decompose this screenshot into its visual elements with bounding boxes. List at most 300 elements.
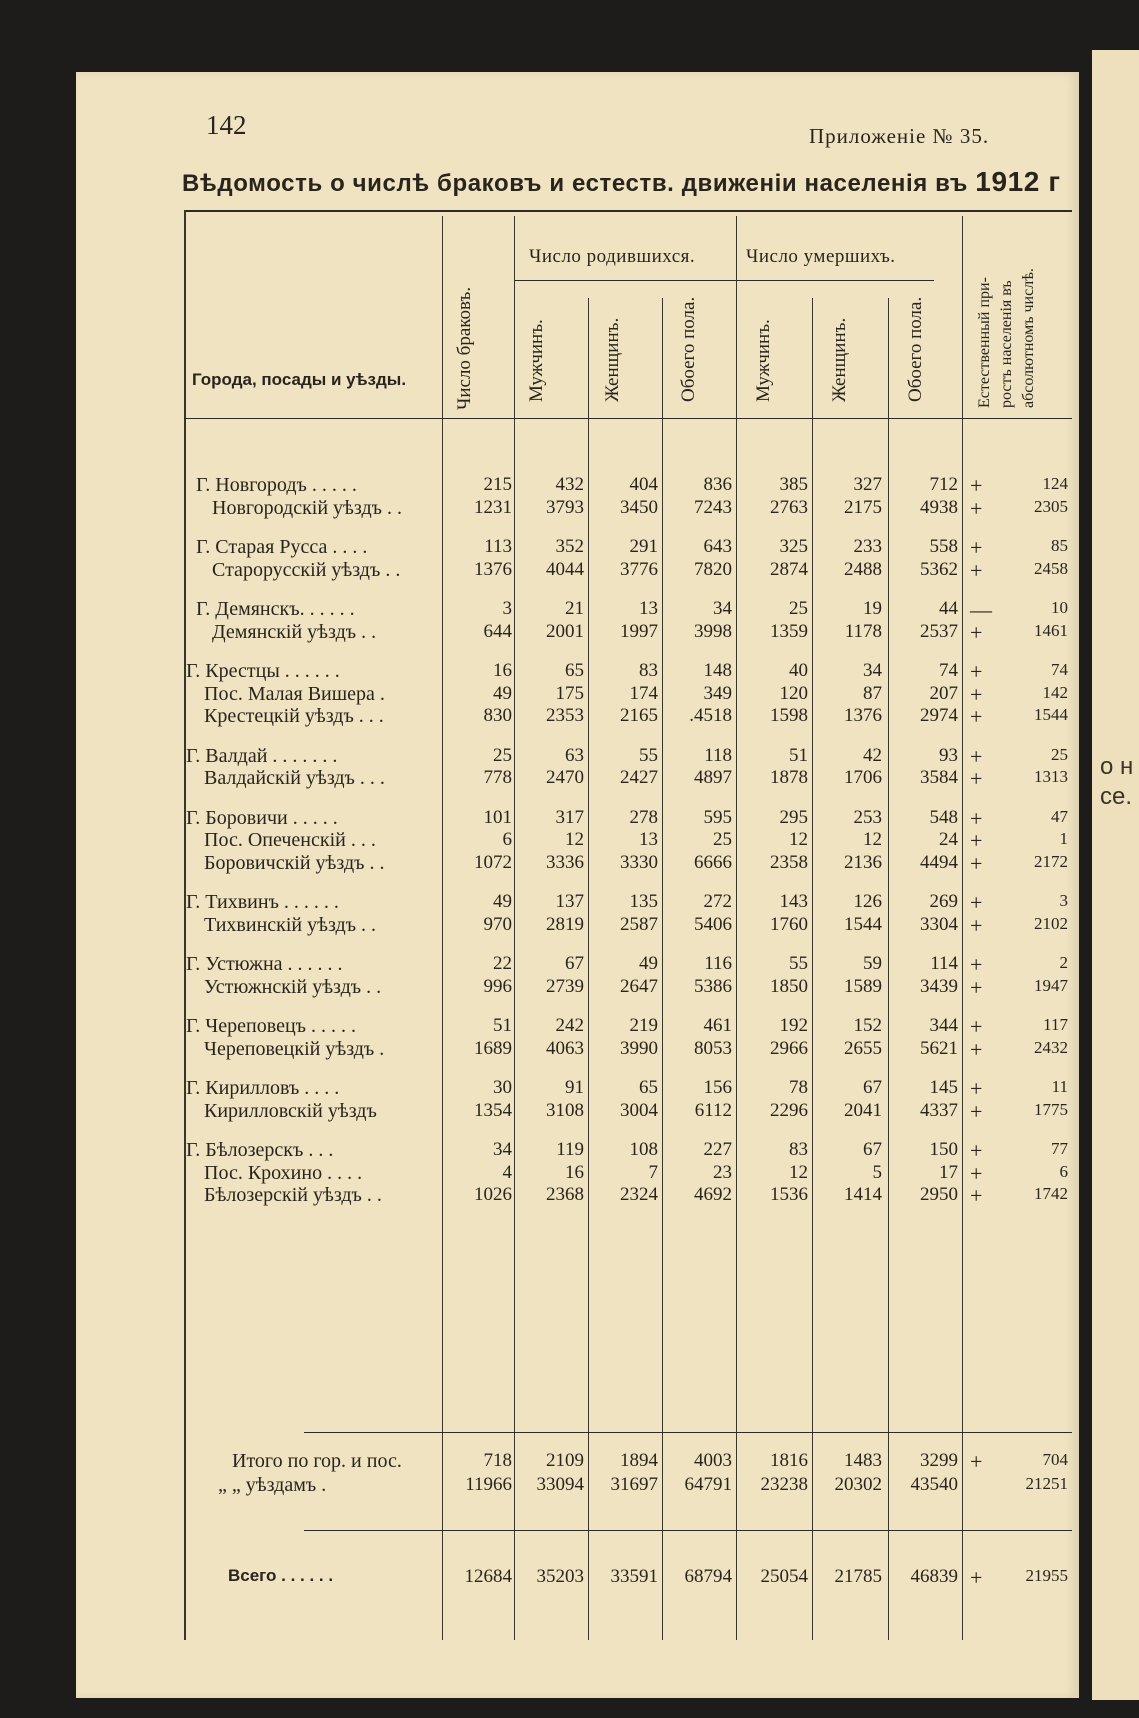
- table-cell: 118: [704, 744, 732, 766]
- page-number: 142: [206, 110, 247, 140]
- table-cell: 5386: [694, 975, 732, 997]
- table-cell: 278: [629, 806, 658, 828]
- header-born-both: Обоего пола.: [678, 296, 699, 402]
- table-cell: 21785: [834, 1566, 882, 1587]
- table-cell: 3439: [920, 975, 958, 997]
- table-cell: 1775: [1034, 1099, 1068, 1119]
- table-cell: 836: [703, 474, 732, 495]
- table-cell: 25: [789, 598, 808, 619]
- row-label: Старорусскій уѣздъ . .: [212, 558, 401, 581]
- table-cell: 55: [639, 744, 658, 766]
- statistics-table: [184, 210, 1072, 1640]
- table-cell: 150: [929, 1139, 958, 1160]
- growth-sign: +: [970, 704, 983, 729]
- table-cell: 7820: [694, 558, 732, 580]
- table-cell: 1414: [844, 1184, 882, 1205]
- table-cell: 35203: [536, 1566, 584, 1587]
- growth-sign: +: [970, 952, 983, 977]
- table-cell: 87: [863, 682, 882, 704]
- table-cell: 101: [483, 806, 512, 828]
- table-cell: 2458: [1034, 558, 1068, 578]
- table-cell: 16: [565, 1161, 584, 1183]
- adjacent-page-fragment: се.: [1100, 783, 1133, 810]
- table-cell: 93: [939, 744, 958, 766]
- growth-sign: +: [970, 473, 983, 498]
- table-cell: 215: [483, 474, 512, 495]
- header-places: Города, посады и уѣзды.: [192, 370, 407, 389]
- table-cell: 644: [483, 620, 512, 642]
- growth-sign: +: [970, 1036, 983, 1062]
- row-label: Всего . . . . . .: [228, 1566, 334, 1585]
- table-cell: 325: [779, 536, 808, 557]
- table-cell: 25: [713, 829, 732, 850]
- table-cell: 63: [565, 744, 584, 766]
- table-cell: 1072: [474, 851, 512, 873]
- table-cell: 1376: [474, 558, 512, 580]
- adjacent-page: [1092, 50, 1139, 1700]
- growth-sign: +: [970, 912, 983, 938]
- row-label: Новгородскій уѣздъ . .: [212, 496, 402, 519]
- table-cell: 558: [929, 536, 958, 557]
- table-cell: 2001: [546, 620, 584, 642]
- table-cell: 21251: [1025, 1474, 1068, 1493]
- table-cell: 385: [779, 474, 808, 495]
- table-cell: 2966: [770, 1037, 808, 1059]
- header-died-group: Число умершихъ.: [746, 246, 896, 267]
- row-label: Череповецкій уѣздъ .: [204, 1037, 385, 1060]
- table-cell: 143: [779, 891, 808, 912]
- table-cell: 5362: [920, 558, 958, 580]
- growth-sign: +: [970, 1565, 983, 1590]
- row-label: Пос. Опеченскій . . .: [204, 829, 376, 851]
- growth-sign: +: [970, 828, 983, 853]
- table-cell: 192: [779, 1015, 808, 1036]
- table-cell: 1589: [844, 975, 882, 997]
- table-cell: 6112: [694, 1099, 732, 1121]
- table-left-rule: [184, 210, 186, 1640]
- table-cell: 23: [713, 1161, 732, 1183]
- table-cell: 432: [555, 474, 584, 495]
- table-cell: 1689: [474, 1037, 512, 1059]
- table-cell: 269: [929, 891, 958, 912]
- document-page: [76, 72, 1079, 1698]
- table-cell: 25054: [760, 1566, 808, 1587]
- table-cell: 2819: [546, 913, 584, 935]
- table-cell: 4692: [694, 1184, 732, 1205]
- table-cell: 156: [703, 1077, 732, 1098]
- row-label: Г. Тихвинъ . . . . . .: [186, 891, 339, 913]
- title-text: Вѣдомость о числѣ браковъ и естеств. движеніи населенія въ: [182, 170, 976, 197]
- table-cell: 2296: [770, 1099, 808, 1121]
- table-cell: 13: [639, 598, 658, 619]
- table-cell: 23238: [760, 1474, 808, 1495]
- table-cell: 142: [1042, 682, 1068, 702]
- table-cell: 1706: [844, 767, 882, 788]
- table-cell: 2102: [1034, 913, 1068, 933]
- table-cell: 3: [502, 598, 512, 619]
- growth-sign: +: [970, 659, 983, 684]
- table-cell: 55: [789, 953, 808, 974]
- table-cell: 74: [939, 660, 958, 681]
- table-cell: 114: [930, 953, 958, 974]
- table-cell: 108: [629, 1139, 658, 1160]
- table-cell: 233: [853, 536, 882, 557]
- table-cell: 3108: [546, 1099, 584, 1121]
- table-cell: 67: [863, 1077, 882, 1098]
- growth-sign: +: [970, 1098, 983, 1124]
- table-cell: 2537: [920, 620, 958, 642]
- table-cell: 643: [703, 536, 732, 557]
- totals-rule: [304, 1432, 1072, 1433]
- table-cell: 3004: [620, 1099, 658, 1121]
- table-cell: 2587: [620, 913, 658, 935]
- table-cell: 2172: [1034, 851, 1068, 871]
- table-cell: 2974: [920, 705, 958, 726]
- table-cell: 7: [648, 1161, 658, 1183]
- table-cell: 152: [853, 1015, 882, 1036]
- table-cell: 2655: [844, 1037, 882, 1059]
- table-cell: 3584: [920, 767, 958, 788]
- row-label: Г. Бѣлозерскъ . . .: [186, 1139, 334, 1161]
- table-top-rule: [184, 210, 1072, 212]
- table-cell: 1598: [770, 705, 808, 726]
- row-label: Боровичскій уѣздъ . .: [204, 851, 385, 874]
- table-cell: 1816: [770, 1450, 808, 1471]
- table-cell: 4494: [920, 851, 958, 873]
- header-bottom-rule: [184, 418, 1072, 419]
- table-cell: 33094: [536, 1474, 584, 1495]
- table-cell: 51: [493, 1015, 512, 1036]
- table-cell: 3330: [620, 851, 658, 873]
- appendix-label: Приложеніе № 35.: [809, 124, 990, 148]
- page-title: [182, 166, 1061, 198]
- table-cell: 2136: [844, 851, 882, 873]
- table-cell: 595: [703, 806, 732, 828]
- table-cell: 2470: [546, 767, 584, 788]
- row-label: Г. Демянскъ. . . . . .: [196, 598, 355, 620]
- table-cell: 40: [789, 660, 808, 681]
- growth-sign: +: [970, 557, 983, 583]
- table-cell: 3776: [620, 558, 658, 580]
- table-cell: 1359: [770, 620, 808, 642]
- table-cell: 59: [863, 953, 882, 974]
- header-died-men: Мужчинъ.: [753, 319, 774, 402]
- table-cell: 2427: [620, 767, 658, 788]
- table-cell: 2368: [546, 1184, 584, 1205]
- growth-sign: +: [970, 1014, 983, 1039]
- table-cell: 1544: [844, 913, 882, 935]
- table-cell: 548: [929, 806, 958, 828]
- table-cell: 113: [484, 536, 512, 557]
- row-label: Крестецкій уѣздъ . . .: [204, 705, 384, 727]
- growth-sign: +: [970, 766, 983, 791]
- table-cell: 12: [565, 829, 584, 850]
- table-cell: 1178: [844, 620, 882, 642]
- table-cell: 13: [639, 829, 658, 850]
- growth-sign: +: [970, 1160, 983, 1186]
- table-cell: 126: [853, 891, 882, 912]
- adjacent-page-fragment: о н: [1100, 753, 1134, 780]
- table-cell: 49: [493, 682, 512, 704]
- table-cell: 6666: [694, 851, 732, 873]
- col-rule: [962, 216, 963, 1640]
- header-group-rule: [514, 280, 934, 281]
- growth-sign: +: [970, 1449, 983, 1474]
- table-cell: 145: [929, 1077, 958, 1098]
- table-cell: 2950: [920, 1184, 958, 1205]
- table-cell: 6: [502, 829, 512, 850]
- header-died-women: Женщинъ.: [829, 317, 850, 402]
- row-label: Демянскій уѣздъ . .: [212, 620, 377, 643]
- table-cell: 352: [555, 536, 584, 557]
- table-cell: 11966: [465, 1474, 512, 1495]
- growth-sign: +: [970, 805, 983, 831]
- table-cell: 1231: [474, 496, 512, 518]
- table-cell: 2: [1059, 953, 1068, 972]
- table-cell: 137: [555, 891, 584, 912]
- table-cell: 996: [483, 975, 512, 997]
- table-cell: 1742: [1034, 1184, 1068, 1203]
- table-cell: 3793: [546, 496, 584, 518]
- header-marriages: Число браковъ.: [454, 286, 475, 410]
- table-cell: 317: [555, 806, 584, 828]
- table-cell: 31697: [610, 1474, 658, 1495]
- table-cell: 3299: [920, 1450, 958, 1471]
- table-cell: 49: [493, 891, 512, 912]
- table-cell: 12: [863, 829, 882, 850]
- table-cell: 16: [493, 660, 512, 681]
- table-cell: 17: [939, 1161, 958, 1183]
- table-cell: 135: [629, 891, 658, 912]
- row-label: Пос. Крохино . . . .: [204, 1161, 363, 1184]
- table-cell: 1376: [844, 705, 882, 726]
- table-cell: 970: [483, 913, 512, 935]
- row-label: Г. Старая Русса . . . .: [196, 536, 368, 558]
- table-cell: .4518: [689, 705, 732, 726]
- table-cell: 3450: [620, 496, 658, 518]
- row-label: Г. Череповецъ . . . . .: [186, 1015, 357, 1037]
- table-cell: 24: [939, 829, 958, 850]
- table-cell: 42: [863, 744, 882, 766]
- table-cell: 1947: [1034, 975, 1068, 995]
- table-cell: 2763: [770, 496, 808, 518]
- table-cell: 116: [704, 953, 732, 974]
- table-cell: 67: [565, 953, 584, 974]
- table-cell: 117: [1043, 1015, 1068, 1034]
- table-cell: 2324: [620, 1184, 658, 1205]
- table-cell: 2353: [546, 705, 584, 726]
- table-cell: 1536: [770, 1184, 808, 1205]
- row-label: Валдайскій уѣздъ . . .: [204, 767, 385, 789]
- table-cell: 1894: [620, 1450, 658, 1471]
- table-cell: 242: [555, 1015, 584, 1036]
- table-cell: 704: [1042, 1450, 1068, 1469]
- table-cell: 2488: [844, 558, 882, 580]
- growth-sign: +: [970, 681, 983, 707]
- table-cell: 404: [629, 474, 658, 495]
- table-cell: 65: [639, 1077, 658, 1098]
- table-cell: 47: [1051, 806, 1068, 826]
- table-cell: 4044: [546, 558, 584, 580]
- table-cell: 2647: [620, 975, 658, 997]
- table-cell: 74: [1051, 660, 1068, 679]
- table-cell: 51: [789, 744, 808, 766]
- table-cell: 120: [779, 682, 808, 704]
- table-cell: 43540: [910, 1474, 958, 1495]
- row-label: Устюжнскій уѣздъ . .: [204, 975, 382, 998]
- table-cell: 8053: [694, 1037, 732, 1059]
- table-cell: 11: [1051, 1077, 1068, 1096]
- table-cell: 4337: [920, 1099, 958, 1121]
- table-cell: 3: [1059, 891, 1068, 910]
- row-label: Кирилловскій уѣздъ: [204, 1099, 377, 1122]
- table-cell: 2165: [620, 705, 658, 726]
- table-cell: 19: [863, 598, 882, 619]
- table-cell: 21: [565, 598, 584, 619]
- table-cell: 3998: [694, 620, 732, 642]
- header-died-both: Обоего пола.: [905, 296, 926, 402]
- growth-sign: +: [970, 535, 983, 560]
- header-natural-growth: Естественный при- ростъ населенія въ абсолютномъ числѣ.: [976, 268, 1037, 408]
- table-cell: 174: [629, 682, 658, 704]
- table-cell: 712: [929, 474, 958, 495]
- table-cell: 34: [713, 598, 732, 619]
- table-cell: 830: [483, 705, 512, 726]
- table-cell: 12684: [464, 1566, 512, 1587]
- row-label: Бѣлозерскій уѣздъ . .: [204, 1184, 382, 1206]
- growth-sign: +: [970, 974, 983, 1000]
- table-cell: 1878: [770, 767, 808, 788]
- header-born-group: Число родившихся.: [529, 246, 696, 267]
- growth-sign: +: [970, 1076, 983, 1101]
- growth-sign: +: [970, 743, 983, 769]
- table-cell: 83: [789, 1139, 808, 1160]
- table-cell: 1760: [770, 913, 808, 935]
- table-cell: 46839: [910, 1566, 958, 1587]
- header-born-men: Мужчинъ.: [526, 319, 547, 402]
- table-cell: 1483: [844, 1450, 882, 1471]
- table-cell: 25: [1051, 744, 1068, 764]
- table-cell: 349: [703, 682, 732, 704]
- table-cell: 3304: [920, 913, 958, 935]
- table-cell: 718: [483, 1450, 512, 1471]
- table-cell: 12: [789, 1161, 808, 1183]
- table-cell: 295: [779, 806, 808, 828]
- table-cell: 65: [565, 660, 584, 681]
- growth-sign: +: [970, 1138, 983, 1163]
- table-cell: 64791: [684, 1474, 732, 1495]
- table-cell: 2305: [1034, 496, 1068, 516]
- table-cell: 4938: [920, 496, 958, 518]
- table-cell: 1: [1059, 829, 1068, 848]
- table-cell: 124: [1042, 474, 1068, 493]
- grand-total-rule: [304, 1530, 1072, 1531]
- table-cell: 78: [789, 1077, 808, 1098]
- row-label: Г. Крестцы . . . . . .: [186, 660, 340, 682]
- table-cell: 1997: [620, 620, 658, 642]
- header-born-women: Женщинъ.: [602, 317, 623, 402]
- table-cell: 4063: [546, 1037, 584, 1059]
- table-cell: 5406: [694, 913, 732, 935]
- table-cell: 148: [703, 660, 732, 681]
- table-cell: 207: [929, 682, 958, 704]
- row-label: „ „ уѣздамъ .: [218, 1474, 327, 1496]
- table-cell: 49: [639, 953, 658, 974]
- table-cell: 44: [939, 598, 958, 619]
- table-cell: 68794: [684, 1566, 732, 1587]
- row-label: Г. Валдай . . . . . . .: [186, 744, 338, 767]
- table-cell: 67: [863, 1139, 882, 1160]
- table-cell: 12: [789, 829, 808, 850]
- row-label: Г. Кирилловъ . . . .: [186, 1077, 340, 1099]
- table-cell: 4: [502, 1161, 512, 1183]
- table-cell: 778: [483, 767, 512, 788]
- table-cell: 1461: [1034, 620, 1068, 640]
- growth-sign: +: [970, 495, 983, 521]
- table-cell: 10: [1051, 598, 1068, 617]
- table-cell: 1313: [1034, 767, 1068, 786]
- row-label: Итого по гор. и пос.: [232, 1450, 402, 1472]
- table-cell: 1544: [1034, 705, 1068, 724]
- table-cell: 327: [853, 474, 882, 495]
- growth-sign: +: [970, 619, 983, 645]
- row-label: Г. Устюжна . . . . . .: [186, 953, 343, 975]
- row-label: Г. Новгородъ . . . . .: [196, 474, 357, 496]
- table-cell: 2432: [1034, 1037, 1068, 1057]
- growth-sign: +: [970, 890, 983, 915]
- table-cell: 25: [493, 744, 512, 766]
- table-cell: 30: [493, 1077, 512, 1098]
- table-cell: 2041: [844, 1099, 882, 1121]
- table-cell: 33591: [610, 1566, 658, 1587]
- growth-sign: +: [970, 850, 983, 876]
- table-cell: 272: [703, 891, 732, 912]
- table-cell: 1354: [474, 1099, 512, 1121]
- table-cell: 6: [1059, 1161, 1068, 1181]
- table-cell: 253: [853, 806, 882, 828]
- table-cell: 1850: [770, 975, 808, 997]
- table-cell: 3336: [546, 851, 584, 873]
- growth-sign: —: [970, 597, 992, 622]
- table-cell: 77: [1051, 1139, 1068, 1158]
- table-cell: 2739: [546, 975, 584, 997]
- col-rule: [736, 216, 737, 1640]
- table-cell: 2358: [770, 851, 808, 873]
- table-cell: 7243: [694, 496, 732, 518]
- table-cell: 21955: [1025, 1566, 1068, 1585]
- table-cell: 4003: [694, 1450, 732, 1471]
- table-cell: 2175: [844, 496, 882, 518]
- table-cell: 344: [929, 1015, 958, 1036]
- table-cell: 219: [629, 1015, 658, 1036]
- row-label: Г. Боровичи . . . . .: [186, 806, 338, 829]
- table-cell: 85: [1051, 536, 1068, 555]
- table-cell: 227: [703, 1139, 732, 1160]
- table-cell: 119: [556, 1139, 584, 1160]
- table-cell: 461: [703, 1015, 732, 1036]
- table-cell: 91: [565, 1077, 584, 1098]
- table-cell: 34: [863, 660, 882, 681]
- table-cell: 291: [629, 536, 658, 557]
- table-cell: 20302: [834, 1474, 882, 1495]
- table-cell: 2874: [770, 558, 808, 580]
- growth-sign: +: [970, 1183, 983, 1208]
- table-cell: 2109: [546, 1450, 584, 1471]
- table-cell: 5621: [920, 1037, 958, 1059]
- row-label: Тихвинскій уѣздъ . .: [204, 913, 377, 936]
- table-cell: 34: [493, 1139, 512, 1160]
- table-cell: 83: [639, 660, 658, 681]
